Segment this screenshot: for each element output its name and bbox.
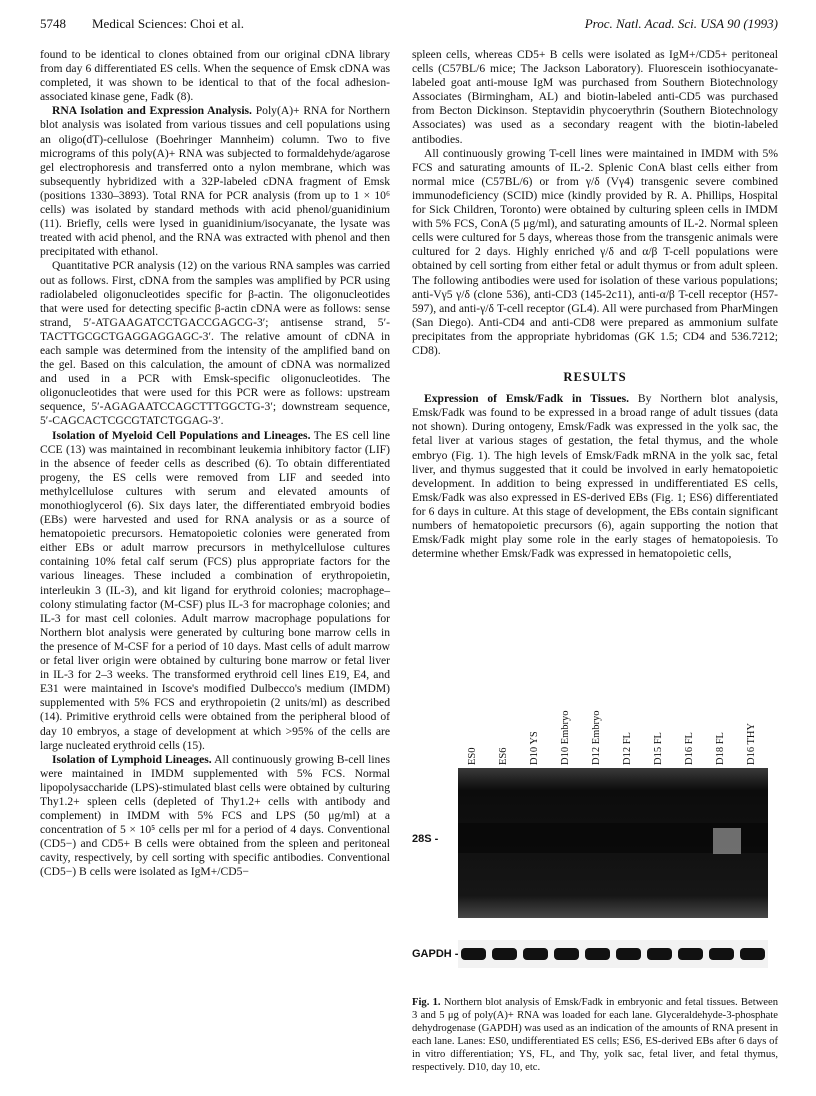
journal-citation: Proc. Natl. Acad. Sci. USA 90 (1993) bbox=[584, 16, 778, 31]
page-number: 5748 bbox=[40, 16, 66, 31]
right-column bbox=[412, 48, 778, 561]
paragraph bbox=[412, 392, 778, 561]
section-heading: Expression of Emsk/Fadk in Tissues. bbox=[424, 392, 630, 406]
lane-label: D15 FL bbox=[652, 732, 664, 765]
section-heading: Isolation of Myeloid Cell Populations and Lineages. bbox=[52, 428, 311, 442]
lane-label: D10 YS bbox=[528, 731, 540, 765]
paragraph bbox=[40, 753, 390, 880]
caption-text: Northern blot analysis of Emsk/Fadk in embryonic and fetal tissues. Between 3 and 5 μg of poly(A)+ RNA was loaded for each lane. Glyceraldehyde-3-phosphate dehydrogenase (GAPDH) was used as an indication of the amounts of RNA present in each lane. Lanes: ES0, undifferentiated ES cells; ES6, ES-derived EBs after 6 days of in vitro differentiation; YS, FL, and Thy, yolk sac, fetal liver, and fetal thymus, respectively. D10, day 10, etc. bbox=[412, 997, 778, 1073]
gapdh-band bbox=[740, 948, 765, 960]
gapdh-band bbox=[492, 948, 517, 960]
caption-label: Fig. 1. bbox=[412, 997, 441, 1008]
paragraph-body: By Northern blot analysis, Emsk/Fadk was found to be expressed in a broad range of adult tissues (data not shown). During ontogeny, Emsk/Fadk was expressed in the yolk sac, the fetal liver at various stages of gestation, the fetal thymus, and the whole embryo (Fig. 1). The high levels of Emsk/Fadk mRNA in the yolk sac, fetal liver, and thymus suggested that it could be involved in early hematopoietic development. In addition to being expressed in undifferentiated ES cells, Emsk/Fadk was also expressed in ES-derived EBs (Fig. 1; ES6) differentiated for 6 days in culture. At this stage of development, the EBs contain significant numbers of hematopoietic precursors (6), again supporting the notion that Emsk/Fadk might play some role in the early stages of hematopoiesis. To determine whether Emsk/Fadk was expressed in hematopoietic cells, bbox=[412, 392, 778, 561]
northern-blot-emsk bbox=[458, 768, 768, 918]
lane-label: D10 Embryo bbox=[559, 710, 571, 765]
gapdh-band bbox=[678, 948, 703, 960]
lane-label: D16 THY bbox=[745, 722, 757, 765]
lane-label: D12 FL bbox=[621, 732, 633, 765]
lane-label: ES0 bbox=[466, 747, 478, 765]
lane-label: D18 FL bbox=[714, 732, 726, 765]
results-heading: RESULTS bbox=[563, 370, 627, 385]
gapdh-band bbox=[709, 948, 734, 960]
paragraph: found to be identical to clones obtained from our original cDNA library from day 6 differentiated ES cells. When the sequence of Emsk cDNA was completed, it was shown to be identical to that of the focal adhesion-associated kinase gene, Fadk (8). bbox=[40, 48, 390, 104]
paragraph bbox=[40, 104, 390, 259]
running-title: Medical Sciences: Choi et al. bbox=[92, 16, 244, 31]
figure-caption bbox=[412, 996, 778, 1074]
section-heading: RNA Isolation and Expression Analysis. bbox=[52, 104, 252, 118]
left-column bbox=[40, 48, 390, 880]
northern-blot-gapdh bbox=[458, 940, 768, 968]
paragraph bbox=[40, 429, 390, 753]
paragraph-body: Poly(A)+ RNA for Northern blot analysis was isolated from various tissues and cell populations using an oligo(dT)-cellulose (Boehringer Mannheim) column. Two to five micrograms of this poly(A)+ RNA was subjected to formaldehyde/agarose gel electrophoresis and transferred onto a nylon membrane, which was subsequently hybridized with a 32P-labeled cDNA fragment of Emsk (positions 1330–3893). Total RNA for PCR analysis (from up to 1 × 10⁶ cells) was isolated by standard methods with acid phenol/guanidinium (11). Briefly, cells were lysed in guanidinium/isocyanate, the lysate was treated with acid phenol, and the RNA was extracted with phenol and then precipitated with ethanol. bbox=[40, 104, 391, 259]
lane-label: D16 FL bbox=[683, 732, 695, 765]
figure-1 bbox=[412, 658, 778, 988]
marker-28s: 28S - bbox=[412, 833, 439, 845]
lane-label: D12 Embryo bbox=[590, 710, 602, 765]
gapdh-band bbox=[616, 948, 641, 960]
section-heading: Isolation of Lymphoid Lineages. bbox=[52, 752, 212, 766]
page-header bbox=[40, 16, 778, 36]
gapdh-band bbox=[647, 948, 672, 960]
gapdh-band bbox=[585, 948, 610, 960]
gapdh-band bbox=[461, 948, 486, 960]
lane-label: ES6 bbox=[497, 747, 509, 765]
paragraph: All continuously growing T-cell lines were maintained in IMDM with 5% FCS and saturating amounts of IL-2. Splenic ConA blast cells either from normal mice (C57BL/6) or from γ/δ (Vγ4) transgenic severe combined immunodeficiency (SCID) mice (kindly provided by R. A. Phillips, Hospital for Sick Children, Toronto) were obtained by culturing spleen cells in IMDM with 5% FCS, ConA (5 μg/ml), and saturating amounts of IL-2. Normal spleen cells were cultured for 5 days, whereas those from the transgenic animals were cultured for 2 days. Highly enriched γ/δ and α/β T-cell populations were obtained by cell sorting from either fetal or adult thymus or from adult spleen. The following antibodies were used for isolation of these various populations; anti-Vγ5 γ/δ (clone 536), anti-CD3 (145-2c11), anti-α/β T-cell receptor (H57-597), and anti-γ/δ T-cell receptor (GL4). All were purchased from PharMingen (San Diego). Anti-CD4 and anti-CD8 were prepared as ammonium sulfate precipitates from the appropriate hybridomas (GK 1.5; CD4 and 536.7212; CD8). bbox=[412, 146, 778, 357]
paragraph-body: All continuously growing B-cell lines were maintained in IMDM supplemented with 5% FCS. Normal lipopolysaccharide (LPS)-stimulated blast cells were obtained by culturing Thy1.2+ spleen cells (depleted of Thy1.2+ cells with antibody and complement) in IMDM with 5% FCS and LPS (50 μg/ml) at a concentration of 5 × 10⁵ cells per ml for a period of 4 days. Conventional (CD5−) and CD5+ B cells were obtained from the spleen and peritoneal cavity, respectively, by cell sorting with specific antibodies. Conventional (CD5−) B cells were isolated as IgM+/CD5− bbox=[40, 752, 391, 879]
paragraph: Quantitative PCR analysis (12) on the various RNA samples was carried out as follows. First, cDNA from the samples was amplified by PCR using radiolabeled oligonucleotides specific for β-actin. The oligonucleotides that were used for detecting specific β-actin cDNA were as follows: sense strand, 5′-ATGAAGATCCTGACCGAGCG-3′; antisense strand, 5′-TACTTGCGCTGAGGAGGAGC-3′. The relative amount of cDNA in each sample was determined from the intensity of the amplified band on the gel. Based on this calculation, the amount of cDNA was normalized and used in a PCR with Emsk-specific oligonucleotides. The oligonucleotides that were used for this PCR were as follows: upstream sequence, 5′-AGAGAATCCAGCTTTGGCTG-3′; downstream sequence, 5′-CAGCACTCGCGTATCTGGAG-3′. bbox=[40, 259, 390, 428]
gapdh-band bbox=[554, 948, 579, 960]
gapdh-band bbox=[523, 948, 548, 960]
paragraph-body: The ES cell line CCE (13) was maintained in recombinant leukemia inhibitory factor (LIF) in the absence of feeder cells as described (6). To obtain differentiated progeny, the ES cells were removed from LIF and seeded into methylcellulose cultures with serum and elevated amounts of monothioglycerol (6). Six days later, the differentiated embryoid bodies (EBs) were harvested and used for RNA analysis or as a source of hematopoietic precursors. Hematopoietic colonies were generated from either EBs or adult marrow precursors in methylcellulose cultures containing 10% fetal calf serum (FCS) plus appropriate factors for the various lineages. These included a combination of erythropoietin, interleukin 3 (IL-3), and kit ligand for erythroid colonies; macrophage–colony stimulating factor (M-CSF) plus IL-3 for macrophage colonies; and IL-3 for mast cell colonies. Adult marrow macrophage populations for Northern blot analysis were generated by culturing bone marrow cells in the presence of M-CSF for a period of 10 days. Mast cells of adult marrow or fetal liver origin were obtained by culturing bone marrow or fetal liver in IL-3 for 2–3 weeks. The transformed erythroid cell lines E19, E4, and E31 were maintained in Iscove's modified Dulbecco's medium (IMDM) supplemented with 5% FCS and erythropoietin (2 units/ml) as described (14). Primitive erythroid cells were obtained from the peripheral blood of day 10 embryos, a stage of development at which >95% of the cells are large nucleated erythroid cells (15). bbox=[40, 428, 390, 752]
marker-gapdh: GAPDH - bbox=[412, 948, 459, 960]
paragraph: spleen cells, whereas CD5+ B cells were isolated as IgM+/CD5+ peritoneal cells (C57BL/6 mice; The Jackson Laboratory). Fluorescein isothiocyanate-labeled goat anti-mouse IgM was purchased from Southern Biotechnology Associates (Birmingham, AL) and biotin-labeled anti-CD5 was purchased from Becton Dickinson. Steptavidin phycoerythrin (Southern Biotechnology Associates) was used as a secondary reagent with the biotin-labeled antibodies. bbox=[412, 48, 778, 146]
